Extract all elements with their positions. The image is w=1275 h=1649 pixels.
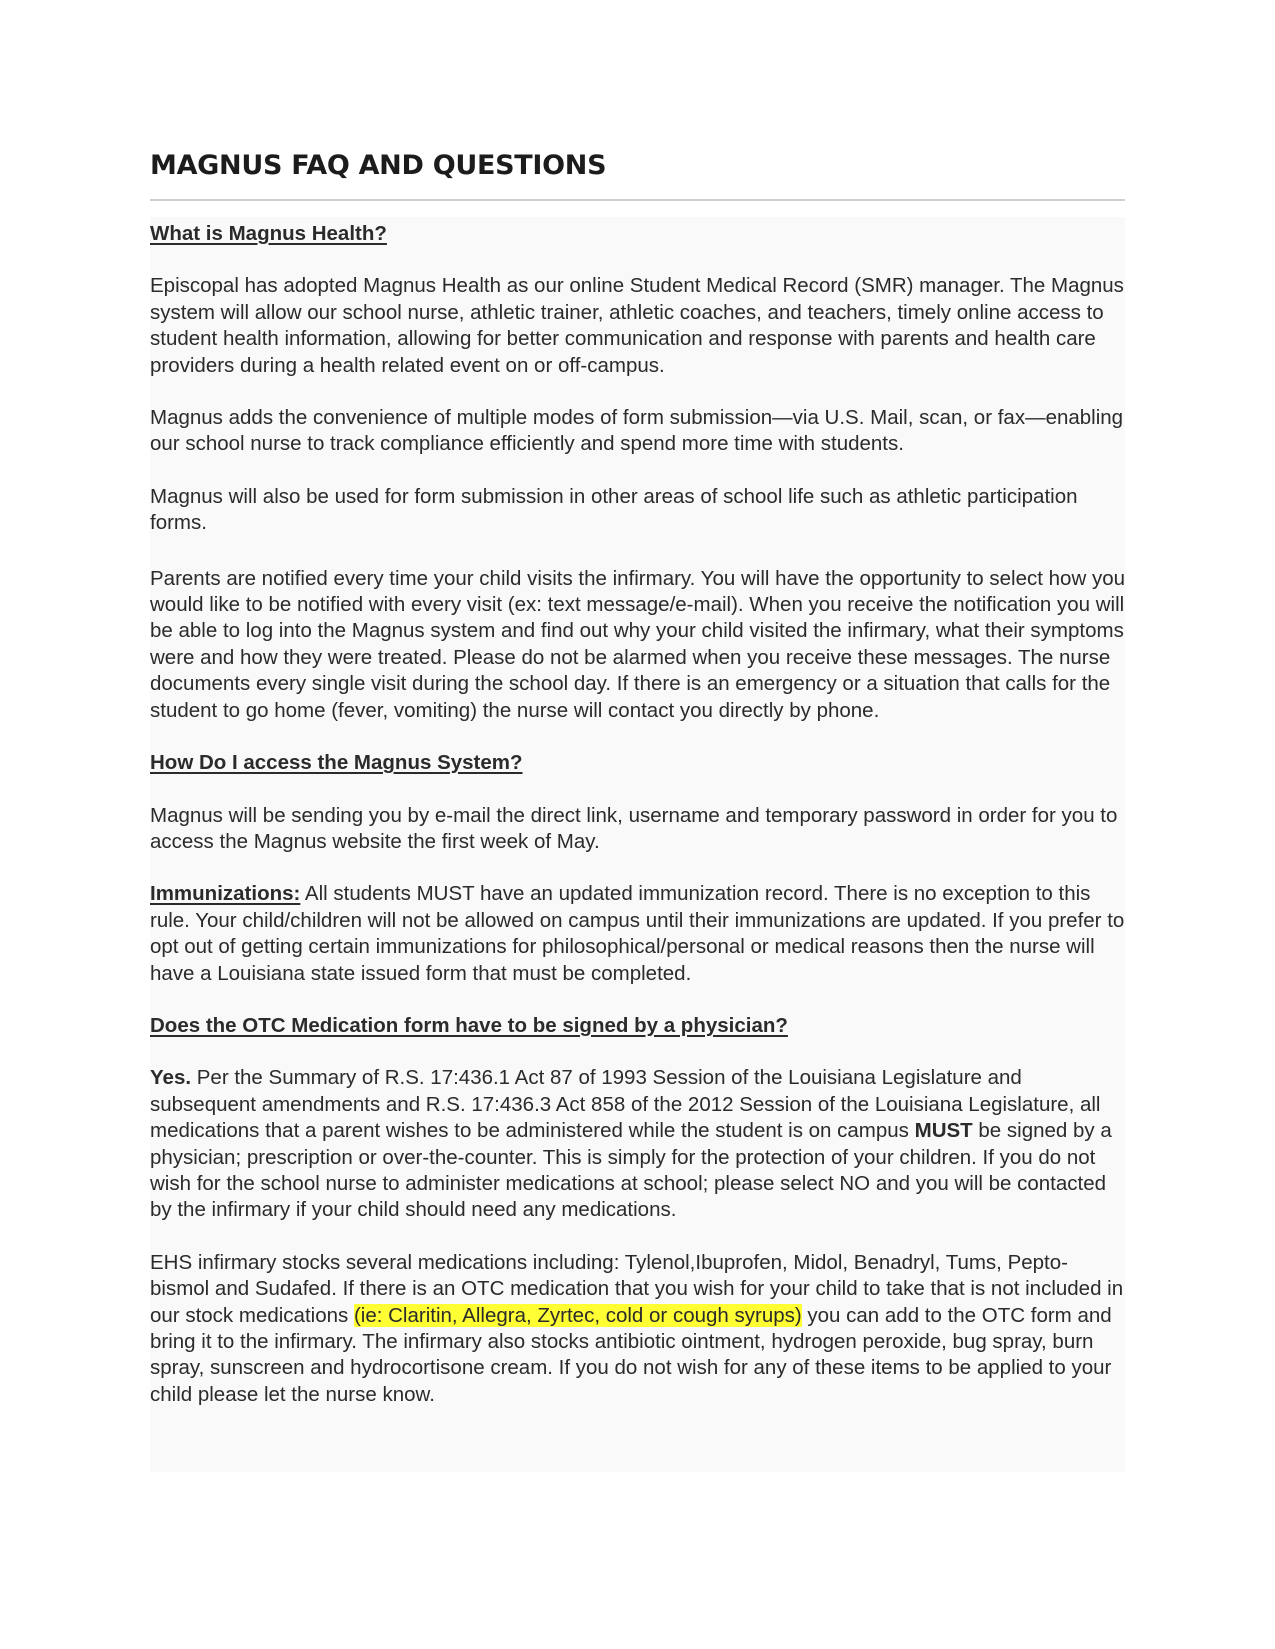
paragraph: Parents are notified every time your child visits the infirmary. You will have the opportunity to select how you would like to be notified with every visit (ex: text message/e-mail). When you receive the notification you will be able to log into the Magnus system and find out why your child visited the infirmary, what their symptoms were and how they were treated. Please do not be alarmed when you receive these messages. The nurse documents every single visit during the school day. If there is an emergency or a situation that calls for the student to go home (fever, vomiting) the nurse will contact you directly by phone.	[150, 566, 1125, 722]
content-block	[150, 217, 1125, 1472]
yes-text-before: Per the Summary of R.S. 17:436.1 Act 87 of 1993 Session of the Louisiana Legislature and subsequent amendments and R.S. 17:436.3 Act 858 of the 2012 Session of the Louisiana Legislature, all medications that a parent wishes to be administered while the student is on campus	[150, 1066, 1101, 1143]
paragraph-stock	[150, 1250, 1125, 1408]
paragraph: Episcopal has adopted Magnus Health as our online Student Medical Record (SMR) manager. The Magnus system will allow our school nurse, athletic trainer, athletic coaches, and teachers, timely online access to student health information, allowing for better communication and response with parents and health care providers during a health related event on or off-campus.	[150, 274, 1124, 377]
content-text	[150, 217, 1125, 1408]
faq-heading-access-magnus	[150, 750, 1125, 776]
paragraph-yes	[150, 1065, 1125, 1223]
must-label: MUST	[914, 1119, 973, 1143]
highlighted-text: (ie: Claritin, Allegra, Zyrtec, cold or cough syrups)	[353, 1303, 802, 1327]
yes-label: Yes.	[150, 1066, 192, 1090]
paragraph-immunizations	[150, 881, 1125, 987]
section-heading: What is Magnus Health?	[150, 222, 387, 245]
page-title: MAGNUS FAQ AND QUESTIONS	[150, 150, 607, 181]
title-divider	[150, 199, 1125, 201]
yes-text-after: be signed by a physician; prescription or over-the-counter. This is simply for the protection of your children. If you do not wish for the school nurse to administer medications at school; please select NO and you will be contacted by the infirmary if your child should need any medications.	[150, 1119, 1112, 1222]
stock-text-after: you can add to the OTC form and bring it to the infirmary. The infirmary also stocks antibiotic ointment, hydrogen peroxide, bug spray, burn spray, sunscreen and hydrocortisone cream. If you do not wish for any of these items to be applied to your child please let the nurse know.	[150, 1303, 1112, 1406]
faq-heading-otc-medication	[150, 1013, 1125, 1039]
paragraph: Magnus will also be used for form submission in other areas of school life such as athletic participation forms.	[150, 484, 1078, 535]
immunizations-text: All students MUST have an updated immunization record. There is no exception to this rule. Your child/children will not be allowed on campus until their immunizations are updated. If you prefer to opt out of getting certain immunizations for philosophical/personal or medical reasons then the nurse will have a Louisiana state issued form that must be completed.	[150, 882, 1125, 985]
paragraph: Magnus adds the convenience of multiple modes of form submission—via U.S. Mail, scan, or fax—enabling our school nurse to track compliance efficiently and spend more time with students.	[150, 406, 1124, 456]
section-heading: How Do I access the Magnus System?	[150, 751, 523, 775]
section-heading: Does the OTC Medication form have to be signed by a physician?	[150, 1013, 788, 1037]
paragraph: Magnus will be sending you by e-mail the direct link, username and temporary password in order for you to access the Magnus website the first week of May.	[150, 803, 1118, 853]
stock-text-before: EHS infirmary stocks several medications including: Tylenol,Ibuprofen, Midol, Benadryl, Tums, Pepto-bismol and Sudafed. If there is an OTC medication that you wish for your child to take that is not included in our stock medications	[150, 1250, 1124, 1327]
immunizations-label: Immunizations:	[150, 882, 301, 906]
faq-heading-what-is-magnus	[150, 221, 1125, 247]
